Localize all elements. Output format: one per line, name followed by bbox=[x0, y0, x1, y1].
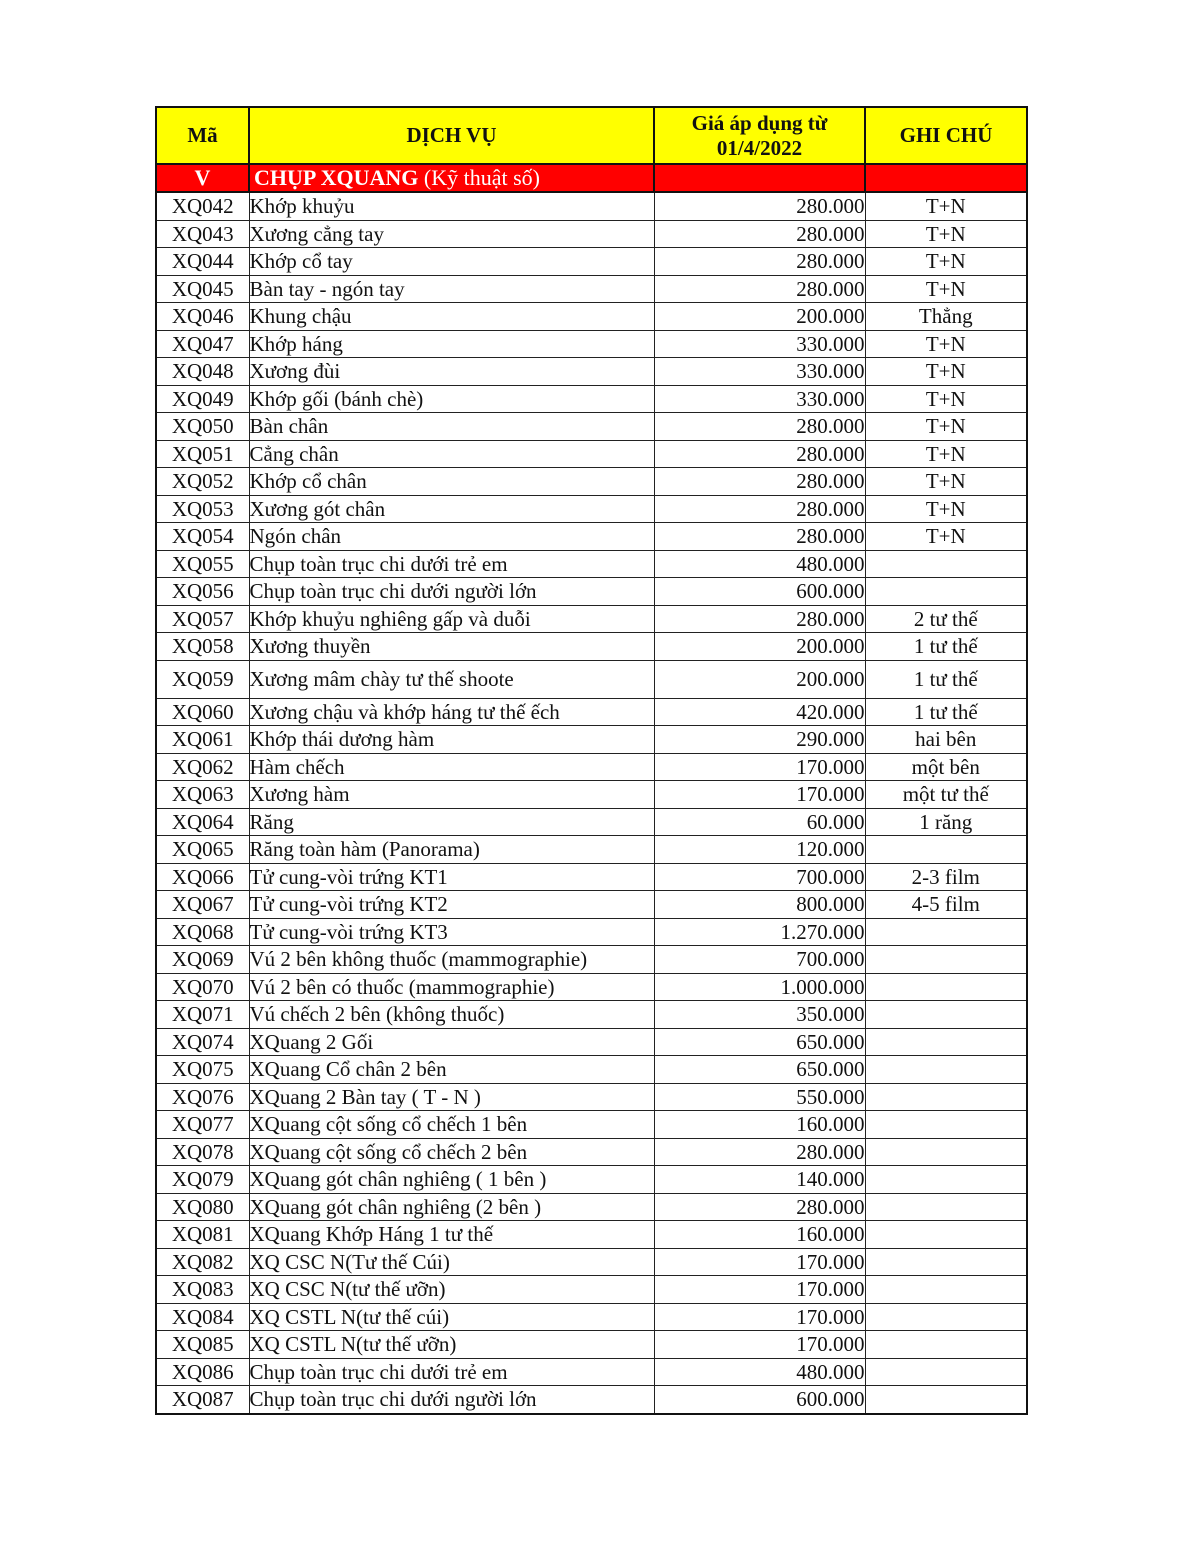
table-row bbox=[156, 1166, 1027, 1194]
row-price: 280.000 bbox=[654, 220, 865, 248]
row-code: XQ052 bbox=[156, 468, 249, 496]
row-service: XQuang gót chân nghiêng (2 bên ) bbox=[249, 1193, 654, 1221]
row-price: 280.000 bbox=[654, 440, 865, 468]
table-row bbox=[156, 1303, 1027, 1331]
row-note: T+N bbox=[865, 358, 1027, 386]
row-note bbox=[865, 1193, 1027, 1221]
row-note: T+N bbox=[865, 192, 1027, 220]
row-service: XQuang gót chân nghiêng ( 1 bên ) bbox=[249, 1166, 654, 1194]
row-price: 120.000 bbox=[654, 836, 865, 864]
row-note bbox=[865, 1056, 1027, 1084]
row-code: XQ050 bbox=[156, 413, 249, 441]
row-note: T+N bbox=[865, 275, 1027, 303]
table-row bbox=[156, 973, 1027, 1001]
row-code: XQ086 bbox=[156, 1358, 249, 1386]
row-note: một bên bbox=[865, 753, 1027, 781]
row-code: XQ049 bbox=[156, 385, 249, 413]
table-row bbox=[156, 1331, 1027, 1359]
row-service: XQuang cột sống cổ chếch 2 bên bbox=[249, 1138, 654, 1166]
row-price: 1.000.000 bbox=[654, 973, 865, 1001]
table-row bbox=[156, 1056, 1027, 1084]
row-price: 330.000 bbox=[654, 358, 865, 386]
header-note: GHI CHÚ bbox=[865, 107, 1027, 164]
table-row bbox=[156, 330, 1027, 358]
section-row bbox=[156, 164, 1027, 192]
table-row bbox=[156, 753, 1027, 781]
table-row bbox=[156, 413, 1027, 441]
row-note bbox=[865, 1331, 1027, 1359]
row-price: 330.000 bbox=[654, 385, 865, 413]
row-price: 1.270.000 bbox=[654, 918, 865, 946]
row-note bbox=[865, 1221, 1027, 1249]
table-row bbox=[156, 781, 1027, 809]
table-row bbox=[156, 946, 1027, 974]
row-price: 600.000 bbox=[654, 578, 865, 606]
table-row bbox=[156, 192, 1027, 220]
row-code: XQ071 bbox=[156, 1001, 249, 1029]
section-note-empty bbox=[865, 164, 1027, 192]
row-service: Khớp cổ tay bbox=[249, 248, 654, 276]
row-code: XQ077 bbox=[156, 1111, 249, 1139]
table-row bbox=[156, 578, 1027, 606]
table-row bbox=[156, 891, 1027, 919]
row-note: 2-3 film bbox=[865, 863, 1027, 891]
row-service: XQ CSTL N(tư thế ưỡn) bbox=[249, 1331, 654, 1359]
row-note: 4-5 film bbox=[865, 891, 1027, 919]
table-row bbox=[156, 1248, 1027, 1276]
section-code: V bbox=[156, 164, 249, 192]
header-price bbox=[654, 107, 865, 164]
row-price: 280.000 bbox=[654, 1193, 865, 1221]
row-code: XQ059 bbox=[156, 660, 249, 698]
row-note: Thẳng bbox=[865, 303, 1027, 331]
row-service: Khớp cổ chân bbox=[249, 468, 654, 496]
row-service: Răng toàn hàm (Panorama) bbox=[249, 836, 654, 864]
row-service: Khớp gối (bánh chè) bbox=[249, 385, 654, 413]
row-note: một tư thế bbox=[865, 781, 1027, 809]
row-service: Xương hàm bbox=[249, 781, 654, 809]
row-code: XQ047 bbox=[156, 330, 249, 358]
row-note: 2 tư thế bbox=[865, 605, 1027, 633]
row-note: T+N bbox=[865, 248, 1027, 276]
row-note bbox=[865, 1358, 1027, 1386]
row-price: 280.000 bbox=[654, 413, 865, 441]
row-price: 170.000 bbox=[654, 1248, 865, 1276]
row-code: XQ053 bbox=[156, 495, 249, 523]
table-row bbox=[156, 726, 1027, 754]
row-code: XQ060 bbox=[156, 698, 249, 726]
row-note bbox=[865, 1138, 1027, 1166]
table-row bbox=[156, 385, 1027, 413]
row-service: Chụp toàn trục chi dưới trẻ em bbox=[249, 550, 654, 578]
row-code: XQ062 bbox=[156, 753, 249, 781]
table-row bbox=[156, 1028, 1027, 1056]
row-service: Cẳng chân bbox=[249, 440, 654, 468]
row-price: 800.000 bbox=[654, 891, 865, 919]
row-price: 160.000 bbox=[654, 1221, 865, 1249]
row-service: Vú 2 bên có thuốc (mammographie) bbox=[249, 973, 654, 1001]
row-price: 200.000 bbox=[654, 633, 865, 661]
row-note bbox=[865, 836, 1027, 864]
row-code: XQ056 bbox=[156, 578, 249, 606]
row-service: XQuang Khớp Háng 1 tư thế bbox=[249, 1221, 654, 1249]
row-note: T+N bbox=[865, 385, 1027, 413]
row-code: XQ058 bbox=[156, 633, 249, 661]
row-code: XQ051 bbox=[156, 440, 249, 468]
row-code: XQ064 bbox=[156, 808, 249, 836]
row-service: Khớp khuỷu nghiêng gấp và duỗi bbox=[249, 605, 654, 633]
row-service: Khớp thái dương hàm bbox=[249, 726, 654, 754]
row-note bbox=[865, 1083, 1027, 1111]
table-row bbox=[156, 523, 1027, 551]
table-row bbox=[156, 698, 1027, 726]
row-code: XQ087 bbox=[156, 1386, 249, 1414]
row-service: Tử cung-vòi trứng KT2 bbox=[249, 891, 654, 919]
row-code: XQ055 bbox=[156, 550, 249, 578]
row-code: XQ082 bbox=[156, 1248, 249, 1276]
table-row bbox=[156, 495, 1027, 523]
table-row bbox=[156, 836, 1027, 864]
table-row bbox=[156, 1138, 1027, 1166]
row-price: 170.000 bbox=[654, 781, 865, 809]
table-row bbox=[156, 1111, 1027, 1139]
row-code: XQ076 bbox=[156, 1083, 249, 1111]
row-note bbox=[865, 1303, 1027, 1331]
row-code: XQ078 bbox=[156, 1138, 249, 1166]
row-service: XQuang cột sống cổ chếch 1 bên bbox=[249, 1111, 654, 1139]
row-price: 280.000 bbox=[654, 1138, 865, 1166]
row-note bbox=[865, 1001, 1027, 1029]
table-row bbox=[156, 468, 1027, 496]
row-price: 420.000 bbox=[654, 698, 865, 726]
row-note bbox=[865, 550, 1027, 578]
header-price-line2: 01/4/2022 bbox=[716, 135, 803, 160]
row-price: 650.000 bbox=[654, 1028, 865, 1056]
row-note bbox=[865, 1028, 1027, 1056]
row-service: Bàn tay - ngón tay bbox=[249, 275, 654, 303]
row-service: Xương chậu và khớp háng tư thế ếch bbox=[249, 698, 654, 726]
row-price: 280.000 bbox=[654, 495, 865, 523]
row-price: 170.000 bbox=[654, 1303, 865, 1331]
row-code: XQ045 bbox=[156, 275, 249, 303]
section-title-bold: CHỤP XQUANG bbox=[254, 165, 419, 190]
row-price: 290.000 bbox=[654, 726, 865, 754]
row-price: 280.000 bbox=[654, 605, 865, 633]
row-service: Răng bbox=[249, 808, 654, 836]
row-code: XQ083 bbox=[156, 1276, 249, 1304]
table-row bbox=[156, 863, 1027, 891]
header-service: DỊCH VỤ bbox=[249, 107, 654, 164]
table-row bbox=[156, 1386, 1027, 1414]
row-code: XQ084 bbox=[156, 1303, 249, 1331]
row-service: Chụp toàn trục chi dưới trẻ em bbox=[249, 1358, 654, 1386]
table-row bbox=[156, 1276, 1027, 1304]
table-row bbox=[156, 1083, 1027, 1111]
row-code: XQ068 bbox=[156, 918, 249, 946]
header-code: Mã bbox=[156, 107, 249, 164]
row-code: XQ048 bbox=[156, 358, 249, 386]
row-price: 480.000 bbox=[654, 550, 865, 578]
row-service: Bàn chân bbox=[249, 413, 654, 441]
table-row bbox=[156, 605, 1027, 633]
row-service: Ngón chân bbox=[249, 523, 654, 551]
row-code: XQ044 bbox=[156, 248, 249, 276]
row-note bbox=[865, 1248, 1027, 1276]
row-service: Vú chếch 2 bên (không thuốc) bbox=[249, 1001, 654, 1029]
table-row bbox=[156, 1221, 1027, 1249]
row-code: XQ074 bbox=[156, 1028, 249, 1056]
row-note: T+N bbox=[865, 440, 1027, 468]
row-service: XQuang 2 Bàn tay ( T - N ) bbox=[249, 1083, 654, 1111]
table-row bbox=[156, 1358, 1027, 1386]
row-price: 700.000 bbox=[654, 946, 865, 974]
row-price: 200.000 bbox=[654, 303, 865, 331]
row-service: Tử cung-vòi trứng KT1 bbox=[249, 863, 654, 891]
row-service: Chụp toàn trục chi dưới người lớn bbox=[249, 1386, 654, 1414]
row-service: XQuang 2 Gối bbox=[249, 1028, 654, 1056]
row-service: Xương đùi bbox=[249, 358, 654, 386]
row-price: 480.000 bbox=[654, 1358, 865, 1386]
row-price: 160.000 bbox=[654, 1111, 865, 1139]
table-row bbox=[156, 808, 1027, 836]
row-service: Xương gót chân bbox=[249, 495, 654, 523]
row-note bbox=[865, 1166, 1027, 1194]
row-price: 600.000 bbox=[654, 1386, 865, 1414]
row-price: 280.000 bbox=[654, 192, 865, 220]
row-note bbox=[865, 1276, 1027, 1304]
row-price: 140.000 bbox=[654, 1166, 865, 1194]
row-service: XQ CSTL N(tư thế cúi) bbox=[249, 1303, 654, 1331]
row-note: T+N bbox=[865, 330, 1027, 358]
row-note: T+N bbox=[865, 468, 1027, 496]
row-code: XQ046 bbox=[156, 303, 249, 331]
row-price: 60.000 bbox=[654, 808, 865, 836]
row-code: XQ075 bbox=[156, 1056, 249, 1084]
row-price: 350.000 bbox=[654, 1001, 865, 1029]
row-price: 170.000 bbox=[654, 1331, 865, 1359]
row-code: XQ079 bbox=[156, 1166, 249, 1194]
row-code: XQ054 bbox=[156, 523, 249, 551]
price-table bbox=[155, 106, 1028, 1415]
row-service: Tử cung-vòi trứng KT3 bbox=[249, 918, 654, 946]
row-code: XQ066 bbox=[156, 863, 249, 891]
row-service: Khớp khuỷu bbox=[249, 192, 654, 220]
row-service: Hàm chếch bbox=[249, 753, 654, 781]
row-service: XQ CSC N(tư thế ưỡn) bbox=[249, 1276, 654, 1304]
row-price: 330.000 bbox=[654, 330, 865, 358]
row-service: Xương mâm chày tư thế shoote bbox=[249, 660, 654, 698]
table-row bbox=[156, 1001, 1027, 1029]
row-service: Khung chậu bbox=[249, 303, 654, 331]
header-row bbox=[156, 107, 1027, 164]
row-note bbox=[865, 1111, 1027, 1139]
row-note bbox=[865, 578, 1027, 606]
table-row bbox=[156, 1193, 1027, 1221]
table-row bbox=[156, 248, 1027, 276]
table-row bbox=[156, 303, 1027, 331]
row-code: XQ067 bbox=[156, 891, 249, 919]
row-code: XQ043 bbox=[156, 220, 249, 248]
row-note bbox=[865, 973, 1027, 1001]
row-price: 550.000 bbox=[654, 1083, 865, 1111]
row-code: XQ065 bbox=[156, 836, 249, 864]
row-code: XQ063 bbox=[156, 781, 249, 809]
row-note bbox=[865, 946, 1027, 974]
table-row bbox=[156, 550, 1027, 578]
row-price: 650.000 bbox=[654, 1056, 865, 1084]
row-note bbox=[865, 918, 1027, 946]
row-note: T+N bbox=[865, 523, 1027, 551]
table-row bbox=[156, 275, 1027, 303]
section-title-rest: (Kỹ thuật số) bbox=[418, 165, 540, 190]
row-service: Khớp háng bbox=[249, 330, 654, 358]
row-price: 280.000 bbox=[654, 248, 865, 276]
row-price: 200.000 bbox=[654, 660, 865, 698]
table-row bbox=[156, 918, 1027, 946]
row-code: XQ057 bbox=[156, 605, 249, 633]
row-code: XQ081 bbox=[156, 1221, 249, 1249]
row-code: XQ080 bbox=[156, 1193, 249, 1221]
row-note: T+N bbox=[865, 413, 1027, 441]
section-price-empty bbox=[654, 164, 865, 192]
row-code: XQ085 bbox=[156, 1331, 249, 1359]
row-price: 170.000 bbox=[654, 753, 865, 781]
row-note: 1 tư thế bbox=[865, 633, 1027, 661]
row-price: 280.000 bbox=[654, 468, 865, 496]
row-service: XQ CSC N(Tư thế Cúi) bbox=[249, 1248, 654, 1276]
row-service: Xương cẳng tay bbox=[249, 220, 654, 248]
row-price: 280.000 bbox=[654, 523, 865, 551]
row-service: XQuang Cổ chân 2 bên bbox=[249, 1056, 654, 1084]
header-price-line1: Giá áp dụng từ bbox=[691, 110, 828, 135]
table-row bbox=[156, 220, 1027, 248]
table-row bbox=[156, 633, 1027, 661]
table-row bbox=[156, 440, 1027, 468]
row-code: XQ069 bbox=[156, 946, 249, 974]
row-code: XQ061 bbox=[156, 726, 249, 754]
table-row bbox=[156, 358, 1027, 386]
row-note: T+N bbox=[865, 495, 1027, 523]
row-service: Chụp toàn trục chi dưới người lớn bbox=[249, 578, 654, 606]
row-note bbox=[865, 1386, 1027, 1414]
row-code: XQ042 bbox=[156, 192, 249, 220]
section-title bbox=[249, 164, 654, 192]
table-row bbox=[156, 660, 1027, 698]
row-note: T+N bbox=[865, 220, 1027, 248]
row-price: 700.000 bbox=[654, 863, 865, 891]
row-price: 170.000 bbox=[654, 1276, 865, 1304]
row-note: 1 tư thế bbox=[865, 698, 1027, 726]
row-note: 1 tư thế bbox=[865, 660, 1027, 698]
row-code: XQ070 bbox=[156, 973, 249, 1001]
row-service: Xương thuyền bbox=[249, 633, 654, 661]
row-note: hai bên bbox=[865, 726, 1027, 754]
row-service: Vú 2 bên không thuốc (mammographie) bbox=[249, 946, 654, 974]
row-price: 280.000 bbox=[654, 275, 865, 303]
row-note: 1 răng bbox=[865, 808, 1027, 836]
